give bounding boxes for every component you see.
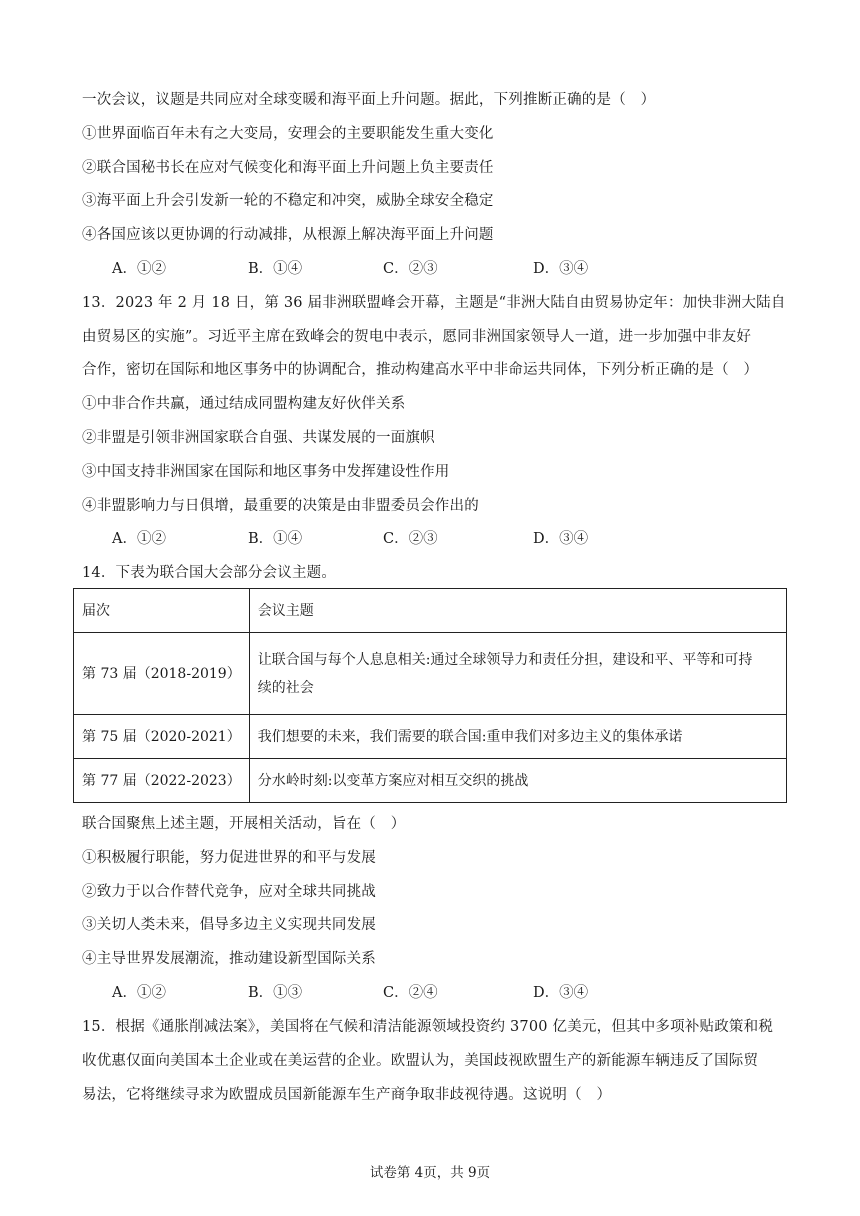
q14-item-2: ②致力于以合作替代竞争，应对全球共同挑战 — [82, 884, 376, 900]
q13-item-4: ④非盟影响力与日俱增，最重要的决策是由非盟委员会作出的 — [82, 498, 479, 514]
theme-line: 续的社会 — [257, 679, 314, 696]
q14-option-c[interactable]: C．②④ — [383, 985, 438, 1001]
theme-cell — [249, 633, 786, 715]
session-cell: 第 73 届（2018-2019） — [74, 633, 250, 715]
q15-stem-line-2: 收优惠仅面向美国本土企业或在美运营的企业。欧盟认为，美国歧视欧盟生产的新能源车辆违反了国际贸 — [82, 1053, 759, 1069]
q13-stem-line-2: 由贸易区的实施”。习近平主席在致峰会的贺电中表示，愿同非洲国家领导人一道，进一步加强中非友好 — [82, 329, 752, 345]
page-footer: 试卷第 4页，共 9页 — [369, 1165, 491, 1181]
q14-option-d[interactable]: D．③④ — [533, 985, 589, 1001]
un-themes-table — [73, 588, 787, 803]
q13-item-2: ②非盟是引领非洲国家联合自强、共谋发展的一面旗帜 — [82, 430, 435, 446]
q13-option-d[interactable]: D．③④ — [533, 531, 589, 547]
session-cell: 第 77 届（2022-2023） — [74, 759, 250, 803]
q15-stem-line-1: 15．根据《通胀削减法案》，美国将在气候和清洁能源领域投资约 3700 亿美元，但其中多项补贴政策和税 — [82, 1019, 774, 1035]
table-row — [74, 633, 787, 715]
q14-option-a[interactable]: A．①② — [112, 985, 166, 1001]
q12-option-c[interactable]: C．②③ — [383, 261, 438, 277]
q12-stem: 一次会议，议题是共同应对全球变暖和海平面上升问题。据此，下列推断正确的是（ ） — [82, 92, 656, 108]
table-row — [74, 759, 787, 803]
q12-option-a[interactable]: A．①② — [112, 261, 166, 277]
q14-stem: 14．下表为联合国大会部分会议主题。 — [82, 565, 337, 581]
q12-item-4: ④各国应该以更协调的行动减排，从根源上解决海平面上升问题 — [82, 227, 494, 243]
q12-item-1: ①世界面临百年未有之大变局，安理会的主要职能发生重大变化 — [82, 126, 494, 142]
q14-item-1: ①积极履行职能，努力促进世界的和平与发展 — [82, 850, 376, 866]
q15-stem-line-3: 易法，它将继续寻求为欧盟成员国新能源车生产商争取非歧视待遇。这说明（ ） — [82, 1087, 612, 1103]
q14-option-b[interactable]: B．①③ — [248, 985, 303, 1001]
q14-item-3: ③关切人类未来，倡导多边主义实现共同发展 — [82, 917, 376, 933]
theme-cell: 分水岭时刻:以变革方案应对相互交织的挑战 — [249, 759, 786, 803]
q13-item-3: ③中国支持非洲国家在国际和地区事务中发挥建设性作用 — [82, 464, 450, 480]
header-theme: 会议主题 — [249, 589, 786, 633]
q12-option-b[interactable]: B．①④ — [248, 261, 303, 277]
q12-item-2: ②联合国秘书长在应对气候变化和海平面上升问题上负主要责任 — [82, 160, 494, 176]
session-cell: 第 75 届（2020-2021） — [74, 715, 250, 759]
table-header-row — [74, 589, 787, 633]
q13-stem-line-1: 13．2023 年 2 月 18 日，第 36 届非洲联盟峰会开幕，主题是“非洲大陆自由贸易协定年：加快非洲大陆自 — [82, 295, 786, 311]
q13-stem-line-3: 合作，密切在国际和地区事务中的协调配合，推动构建高水平中非命运共同体，下列分析正确的是（ ） — [82, 362, 759, 378]
q13-option-b[interactable]: B．①④ — [248, 531, 303, 547]
q12-item-3: ③海平面上升会引发新一轮的不稳定和冲突，威胁全球安全稳定 — [82, 193, 494, 209]
theme-cell: 我们想要的未来，我们需要的联合国:重申我们对多边主义的集体承诺 — [249, 715, 786, 759]
q13-item-1: ①中非合作共赢，通过结成同盟构建友好伙伴关系 — [82, 396, 406, 412]
table-row — [74, 715, 787, 759]
q13-option-c[interactable]: C．②③ — [383, 531, 438, 547]
theme-line: 让联合国与每个人息息相关:通过全球领导力和责任分担，建设和平、平等和可持 — [257, 651, 753, 668]
q12-option-d[interactable]: D．③④ — [533, 261, 589, 277]
q13-option-a[interactable]: A．①② — [112, 531, 166, 547]
q14-item-4: ④主导世界发展潮流，推动建设新型国际关系 — [82, 951, 376, 967]
q14-question: 联合国聚焦上述主题，开展相关活动，旨在（ ） — [82, 816, 406, 832]
header-session: 届次 — [74, 589, 250, 633]
